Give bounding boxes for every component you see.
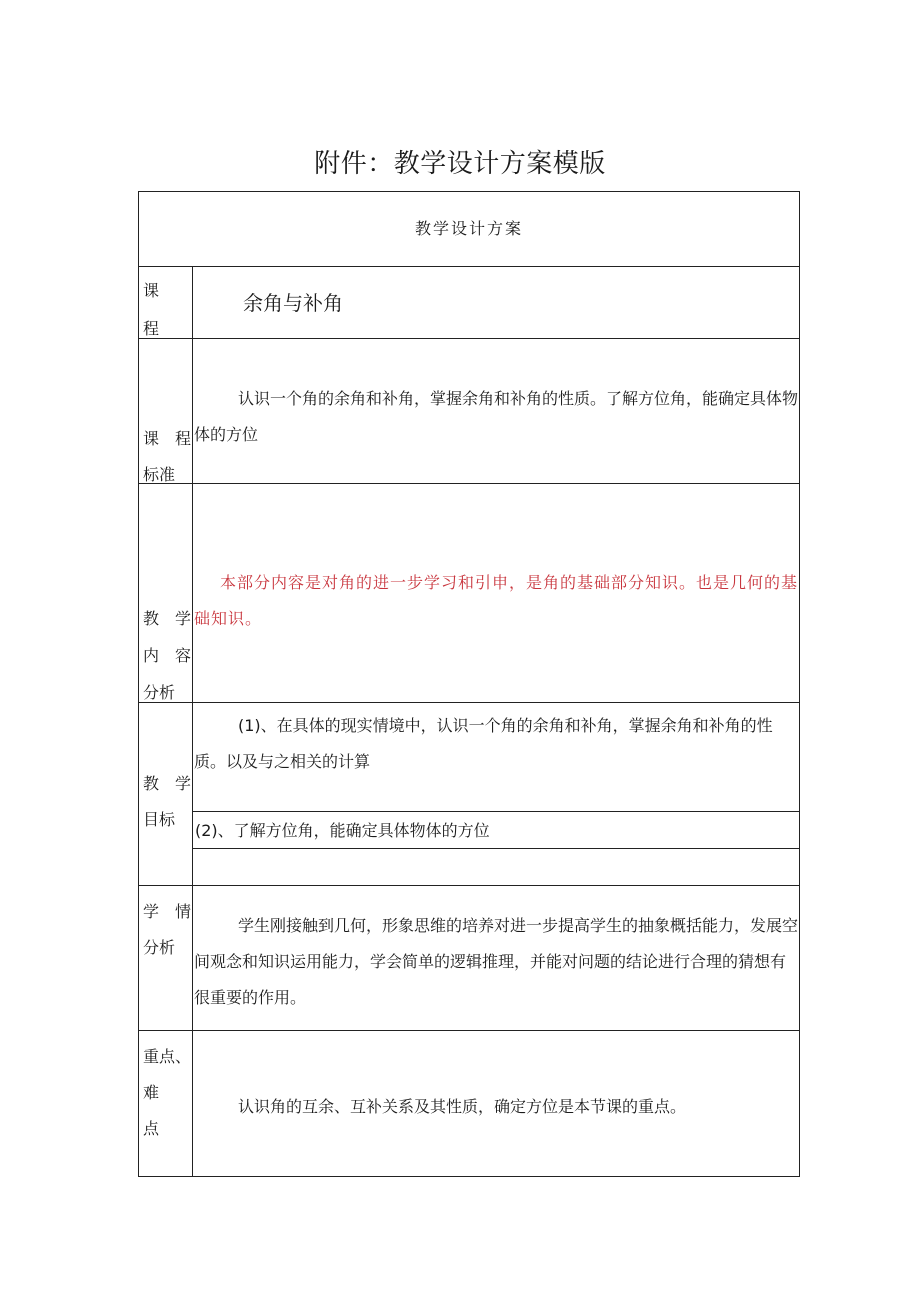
row-divider: [139, 702, 799, 703]
learner-analysis-text: 学生刚接触到几何，形象思维的培养对进一步提高学生的抽象概括能力，发展空间观念和知识运用能力，学会简单的逻辑推理，并能对问题的结论进行合理的猜想有很重要的作用。: [194, 916, 799, 1007]
row-divider: [139, 483, 799, 484]
row-divider: [139, 338, 799, 339]
course-name: 余角与补角: [243, 291, 343, 315]
document-title: 附件：教学设计方案模版: [314, 149, 606, 179]
row-divider: [192, 848, 799, 849]
row-divider: [192, 811, 799, 812]
table-header: 教学设计方案: [414, 219, 523, 238]
content-analysis-text: 本部分内容是对角的进一步学习和引申，是角的基础部分知识。也是几何的基础知识。: [194, 573, 799, 628]
row-divider: [139, 885, 799, 886]
key-points-text: 认识角的互余、互补关系及其性质，确定方位是本节课的重点。: [238, 1097, 687, 1116]
lesson-plan-table: 教学设计方案 课 程 余角与补角 课 程 标准 认识一个角的余角和补角，掌握余角和补角的性质。了解方位角，能确定具体物体的方位 教 学 内 容 分析 本部分内容是对角的进一步学习和引申，是角的基础部分知识。也是几何的基础知识。 教 学 目标 (1)、在具体的现实情境中，认识一个角的余角和补角，掌握余角和补角的性质。以及与之相关的计算 (2)、了解方位角，能确定具体物体的方位 学 情 分析 学生刚接触到几何，形象思维的培养对进一步提高学生的抽象概括能力，发展空间观念和知识运用能力，学会简单的逻辑推理，并能对问题的结论进行合理的猜想有很重要的作用。 重点、 难 点 认识角的互余、互补关系及其性质，确定方位是本节课的重点。: [138, 191, 800, 1177]
standard-text: 认识一个角的余角和补角，掌握余角和补角的性质。了解方位角，能确定具体物体的方位: [194, 389, 799, 444]
column-divider: [192, 266, 193, 1176]
objective-item: (1)、在具体的现实情境中，认识一个角的余角和补角，掌握余角和补角的性质。以及与之相关的计算: [194, 716, 773, 771]
row-divider: [139, 266, 799, 267]
objective-item: (2)、了解方位角，能确定具体物体的方位: [195, 821, 490, 840]
row-divider: [139, 1030, 799, 1031]
